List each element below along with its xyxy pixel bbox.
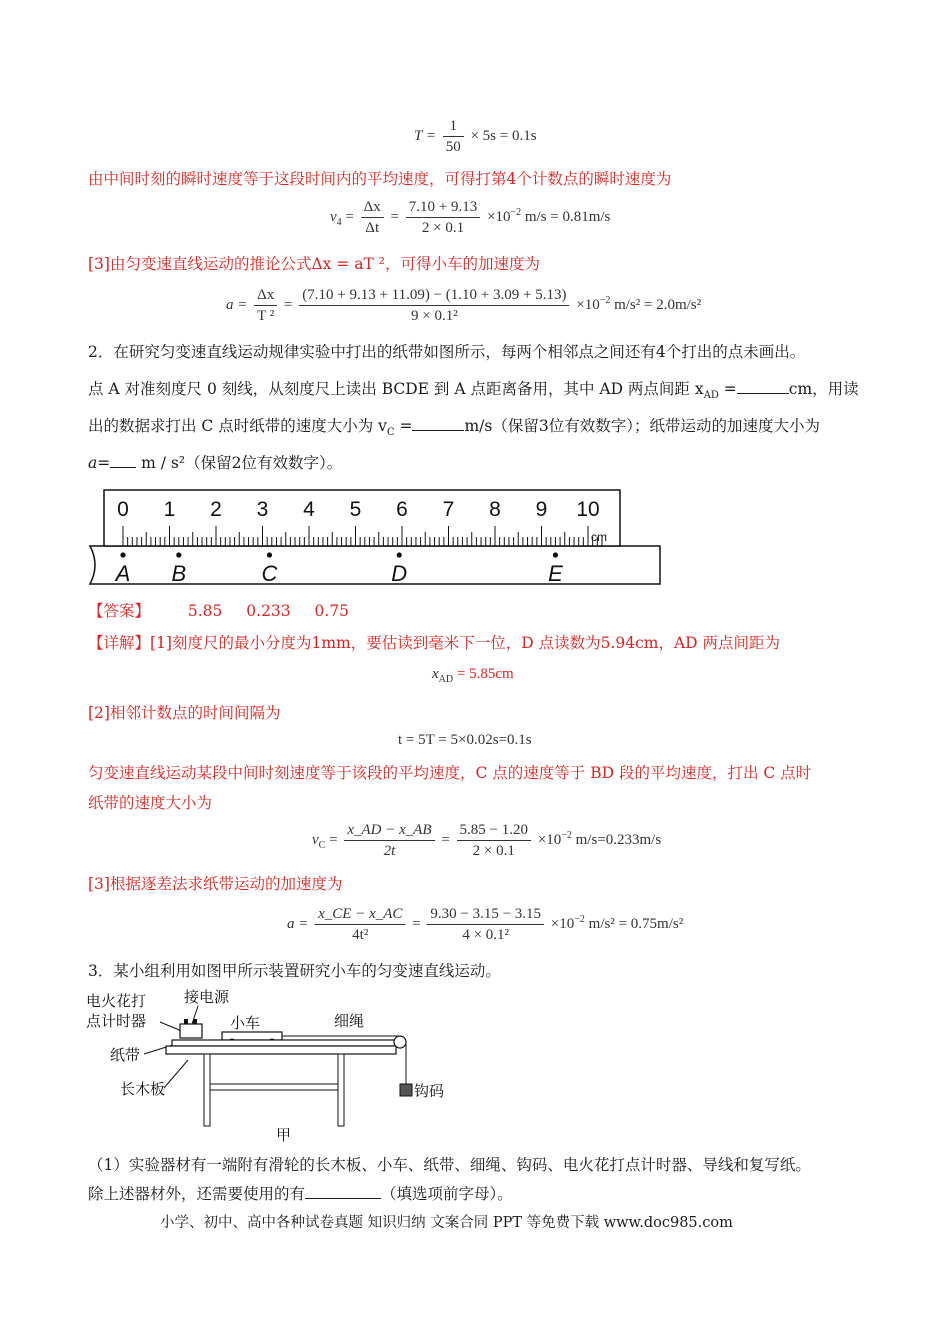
eq-a1-f2-den: 9 × 0.1² [411,308,458,324]
answer-2: 0.233 [246,602,291,620]
eq-vc-f1-num: x_AD − x_AB [344,820,434,841]
detail-text: [1]刻度尺的最小分度为1mm，要估读到毫米下一位，D 点读数为5.94cm，AD 两点间距为 [150,634,781,652]
apparatus-figure [80,984,480,1146]
blank-vc[interactable] [412,414,464,431]
ruler-tick-label: 8 [489,498,501,521]
eq-a2-f1-den: 4t² [352,927,369,943]
tape-point-d [397,552,402,557]
eq-v4-lhs: v [330,208,337,225]
text-vc-1: 匀变速直线运动某段中间时刻速度等于该段的平均速度，C 点的速度等于 BD 段的平均速度，打出 C 点时 [88,764,812,782]
eq-a2-frac1 [315,904,405,945]
blank-a[interactable] [110,451,136,468]
q2-line1: 2．在研究匀变速直线运动规律实验中打出的纸带如图所示，每两个相邻点之间还有4个打出的点未画出。 [88,343,806,361]
ruler-unit: cm [591,530,607,544]
eq-vc-sub: C [318,839,326,851]
label-caption: 甲 [276,1127,292,1144]
q3-line1: 3．某小组利用如图甲所示装置研究小车的匀变速直线运动。 [88,962,501,980]
blank-xad[interactable] [737,377,789,394]
eq-a1-lhs: a = [226,296,248,313]
eq-T-rhs: × 5s = 0.1s [470,127,537,144]
eq-a2-frac2 [427,904,544,945]
ruler-tick-label: 4 [303,498,315,521]
answer-3: 0.75 [314,602,350,620]
tape-point-a [120,552,125,557]
tape-point-label-a: A [115,561,131,586]
label-board: 长木板 [120,1081,166,1098]
text-step3: [3]由匀变速直线运动的推论公式Δx = aT ²，可得小车的加速度为 [88,255,540,273]
equation-vc [312,820,661,861]
eq-vc-f1-den: 2t [383,843,396,859]
eq-vc-eq2: = [441,831,450,848]
text-vc-2: 纸带的速度大小为 [88,794,213,812]
ruler-tick-label: 0 [117,498,129,521]
tape-point-label-b: B [171,561,187,586]
eq-vc-frac1 [344,820,434,861]
q2-line2-sub: AD [703,390,719,402]
eq-v4-eq: = [345,208,354,225]
q3-part1-line1: （1）实验器材有一端附有滑轮的长木板、小车、纸带、细绳、钩码、电火花打点计时器、导线和复写纸。 [88,1156,811,1174]
eq-a1-f1-den: T ² [257,308,275,324]
eq-v4-f2-den: 2 × 0.1 [421,220,465,236]
detail-tag: 【详解】 [88,634,151,652]
text-step3b: [3]根据逐差法求纸带运动的加速度为 [88,875,343,893]
q2-line4a: a= [88,454,111,472]
eq-vc-f2-den: 2 × 0.1 [472,843,515,859]
eq-v4-f1-den: Δt [365,220,380,236]
answer-line [88,600,349,622]
label-timer-2: 点计时器 [86,1013,147,1030]
equation-xad [432,666,514,685]
eq-a2-eq2: = [412,915,421,932]
ruler-tick-label: 1 [163,498,176,521]
label-string: 细绳 [334,1013,365,1030]
eq-v4-sub: 4 [336,216,342,228]
answer-tag: 【答案】 [88,602,151,620]
eq-v4-frac2 [406,197,480,238]
label-cart: 小车 [230,1015,261,1032]
text-step2: [2]相邻计数点的时间间隔为 [88,704,281,722]
q3-part1-line2a: 除上述器材外，还需要使用的有 [88,1185,306,1203]
eq-a1-f1-num: Δx [254,285,277,306]
label-tape: 纸带 [110,1047,141,1064]
eq-a1-frac1 [254,285,277,326]
eq-vc-rhs2: m/s=0.233m/s [571,831,662,848]
tape-point-e [553,552,558,557]
q2-line4 [88,451,342,474]
ruler-tick-label: 6 [396,498,408,521]
eq-a1-eq2: = [284,296,293,313]
eq-a2-lhs: a = [287,915,309,932]
eq-a1-rhs2: m/s² = 2.0m/s² [610,296,702,313]
eq-v4-rhs: ×10 [486,208,511,225]
eq-vc-exp: −2 [561,829,572,841]
equation-v4 [330,197,610,238]
eq-T-lhs: T = [414,127,436,144]
eq-v4-exp: −2 [510,206,522,218]
text-v4-intro: 由中间时刻的瞬时速度等于这段时间内的平均速度，可得打第4个计数点的瞬时速度为 [88,170,672,188]
q2-line3b: = [394,417,413,435]
eq-a2-f1-num: x_CE − x_AC [315,904,405,925]
eq-vc-f2-num: 5.85 − 1.20 [457,820,531,841]
eq-a2-f2-den: 4 × 0.1² [462,927,510,943]
answer-1: 5.85 [187,602,223,620]
q3-part1-line2 [88,1182,513,1205]
eq-T-den: 50 [445,139,461,155]
footer: 小学、初中、高中各种试卷真题 知识归纳 文案合同 PPT 等免费下载 www.doc985.com [160,1215,733,1231]
eq-a2-f2-num: 9.30 − 3.15 − 3.15 [427,904,544,925]
eq-xad-sub: AD [438,674,454,685]
eq-a1-f2-num: (7.10 + 9.13 + 11.09) − (1.10 + 3.09 + 5.13) [299,285,569,306]
eq-vc-rhs: ×10 [537,831,562,848]
eq-T-num: 1 [443,116,464,137]
label-power: 接电源 [184,989,230,1006]
blank-equipment[interactable] [305,1182,381,1199]
ruler-tick-label: 9 [535,498,548,521]
label-timer-1: 电火花打 [86,993,147,1010]
equation-period [414,116,537,157]
ruler-tick-label: 5 [349,498,362,521]
q2-line2b: = [718,380,737,398]
eq-vc-lhs: v [312,831,319,848]
equation-a1 [226,285,701,326]
eq-v4-eq2: = [390,208,400,225]
eq-v4-rhs2: m/s = 0.81m/s [521,208,611,225]
eq-v4-f1-num: Δx [361,197,384,218]
eq-v4-frac1 [361,197,384,238]
q2-line2c: cm，用读 [788,380,859,398]
tape-point-b [176,552,181,557]
q2-line3a: 出的数据求打出 C 点时纸带的速度大小为 v [88,417,387,435]
q2-line4b: m / s²（保留2位有效数字）。 [136,454,343,472]
eq-vc-eq: = [329,831,338,848]
detail-line [88,632,780,654]
eq-a2-rhs: ×10 [550,915,575,932]
ruler-tick-label: 2 [210,498,222,521]
ruler-tick-label: 7 [442,498,455,521]
eq-a1-frac2 [299,285,569,326]
eq-a1-exp: −2 [599,294,611,306]
eq-T-frac [443,116,464,157]
eq-xad-rhs: = 5.85cm [453,666,514,682]
eq-xad-lhs: x [432,666,439,682]
equation-t: t = 5T = 5×0.02s=0.1s [398,732,532,748]
q2-line3c: m/s（保留3位有效数字）；纸带运动的加速度大小为 [464,417,820,435]
ruler-tick-label: 10 [576,498,600,521]
equation-a2 [287,904,683,945]
ruler-tick-label: 3 [256,498,269,521]
eq-a1-rhs: ×10 [576,296,600,313]
tape-point-label-e: E [548,561,563,586]
eq-a2-exp: −2 [574,913,585,925]
q2-line3 [88,414,820,444]
tape-point-label-d: D [391,561,408,586]
q3-part1-line2b: （填选项前字母）。 [381,1185,513,1203]
q2-line2a: 点 A 对准刻度尺 0 刻线，从刻度尺上读出 BCDE 到 A 点距离备用，其中 AD 两点间距 x [88,380,704,398]
q2-line2 [88,377,859,407]
tape-point-c [267,552,272,557]
ruler-tape-figure [88,486,668,592]
label-weight: 钩码 [414,1083,445,1100]
tape-point-label-c: C [261,561,278,586]
q2-line3-sub: C [386,427,395,439]
eq-vc-frac2 [457,820,531,861]
eq-v4-f2-num: 7.10 + 9.13 [406,197,480,218]
eq-a2-rhs2: m/s² = 0.75m/s² [584,915,684,932]
